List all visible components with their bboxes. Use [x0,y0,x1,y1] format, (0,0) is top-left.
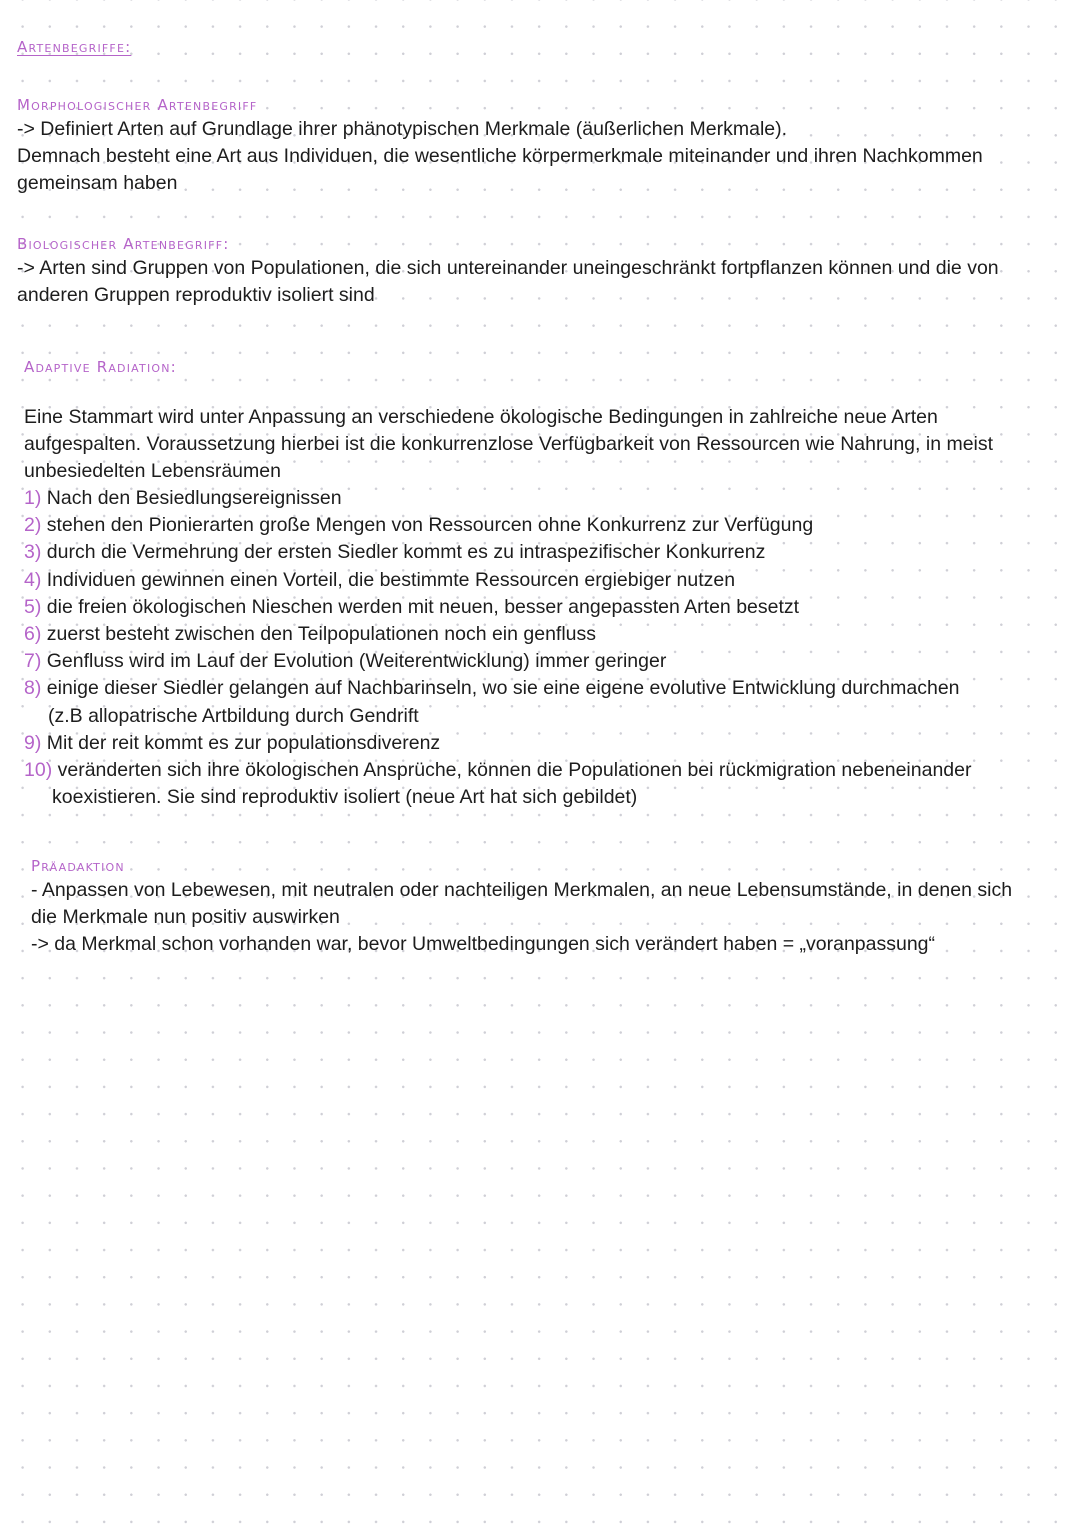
list-item-continuation [24,703,971,730]
text-line: die Merkmale nun positiv auswirken [31,906,340,929]
section-morphological-body [17,116,983,198]
step-text: koexistieren. Sie sind reproduktiv isoliert (neue Art hat sich gebildet) [52,786,638,809]
text-line: -> Arten sind Gruppen von Populationen, die sich untereinander uneingeschränkt fortpflanzen können und die von [17,257,999,279]
step-number: 4) [24,568,42,591]
list-item [24,567,971,594]
text-line: unbesiedelten Lebensräumen [24,460,281,483]
step-text: einige dieser Siedler gelangen auf Nachbarinseln, wo sie eine eigene evolutive Entwicklung durchmachen [46,677,960,700]
section-heading-morphological: Morphologischer Artenbegriff [17,96,258,114]
text-line: anderen Gruppen reproduktiv isoliert sind [17,284,375,307]
list-item [24,512,971,539]
step-number: 2) [24,514,42,537]
step-text: Genfluss wird im Lauf der Evolution (Weiterentwicklung) immer geringer [46,650,667,673]
step-text: veränderten sich ihre ökologischen Ansprüche, können die Populationen bei rückmigration nebeneinander [57,759,972,782]
step-number: 7) [24,650,42,673]
step-text: Mit der reit kommt es zur populationsdiverenz [46,731,441,754]
step-number: 8) [24,677,42,700]
adaptive-radiation-intro [24,404,993,486]
text-line: Eine Stammart wird unter Anpassung an verschiedene ökologische Bedingungen in zahlreiche neue Arten [24,406,938,428]
text-line: -> Definiert Arten auf Grundlage ihrer phänotypischen Merkmale (äußerlichen Merkmale). [17,118,788,140]
list-item [24,539,971,566]
step-number: 6) [24,623,42,646]
step-text: die freien ökologischen Nieschen werden mit neuen, besser angepassten Arten besetzt [46,595,800,618]
step-text: Nach den Besiedlungsereignissen [46,487,342,509]
step-number: 1) [24,487,42,509]
section-heading-preadaptation: Präadaktion [31,857,125,875]
list-item [24,675,971,702]
step-number: 9) [24,731,42,754]
list-item [24,730,971,757]
list-item [24,621,971,648]
step-text: stehen den Pionierarten große Mengen von Ressourcen ohne Konkurrenz zur Verfügung [46,514,814,537]
section-biological-body [17,255,999,309]
text-line: Demnach besteht eine Art aus Individuen, die wesentliche körpermerkmale miteinander und ihren Nachkommen [17,145,983,168]
list-item [24,485,971,512]
list-item-continuation [24,784,971,811]
section-heading-biological: Biologischer Artenbegriff: [17,235,230,253]
step-number: 10) [24,759,53,782]
section-heading-adaptive-radiation: Adaptive Radiation: [24,358,177,376]
step-number: 3) [24,541,42,564]
text-line: gemeinsam haben [17,172,178,195]
step-text: (z.B allopatrische Artbildung durch Gendrift [48,704,419,727]
step-text: zuerst besteht zwischen den Teilpopulationen noch ein genfluss [46,623,597,646]
list-item [24,594,971,621]
step-text: durch die Vermehrung der ersten Siedler kommt es zu intraspezifischer Konkurrenz [46,541,766,564]
text-line: - Anpassen von Lebewesen, mit neutralen oder nachteiligen Merkmalen, an neue Lebensumstände, in denen sich [31,879,1013,901]
list-item [24,757,971,784]
section-preadaptation-body [31,877,1012,959]
step-number: 5) [24,595,42,618]
adaptive-radiation-steps [24,485,971,811]
step-text: Individuen gewinnen einen Vorteil, die bestimmte Ressourcen ergiebiger nutzen [46,568,736,591]
list-item [24,648,971,675]
page-title: Artenbegriffe: [17,38,132,56]
text-line: -> da Merkmal schon vorhanden war, bevor Umweltbedingungen sich verändert haben = „voranpassung“ [31,933,936,956]
text-line: aufgespalten. Voraussetzung hierbei ist die konkurrenzlose Verfügbarkeit von Ressourcen wie Nahrung, in meist [24,433,994,456]
